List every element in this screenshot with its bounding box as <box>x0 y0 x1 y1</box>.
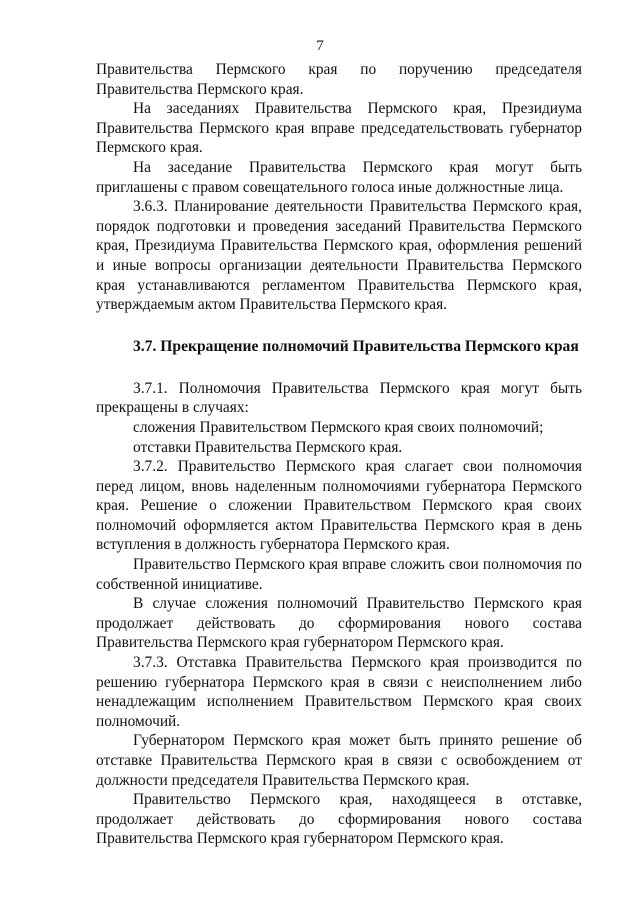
paragraph-meetings-chair: На заседаниях Правительства Пермского края, Президиума Правительства Пермского края вправе председательствовать губернатор Пермского края. <box>96 100 582 157</box>
page-number: 7 <box>316 38 324 54</box>
paragraph-continues-acting: В случае сложения полномочий Правительство Пермского края продолжает действовать до сформирования нового состава Правительства Пермского края губернатором Пермского края. <box>96 595 582 652</box>
paragraph-continuation: Правительства Пермского края по поручению председателя Правительства Пермского края. <box>96 61 582 98</box>
document-body <box>96 60 582 849</box>
paragraph-3-7-3: 3.7.3. Отставка Правительства Пермского края производится по решению губернатора Пермского края в связи с неисполнением либо ненадлежащим исполнением Правительством Пермского края своих полномочий. <box>96 654 582 730</box>
paragraph-3-7-1: 3.7.1. Полномочия Правительства Пермского края могут быть прекращены в случаях: <box>96 379 582 417</box>
section-heading-3-7: 3.7. Прекращение полномочий Правительства Пермского края <box>133 337 579 355</box>
paragraph-invited-officials: На заседание Правительства Пермского края могут быть приглашены с правом совещательного голоса иные должностные лица. <box>96 158 582 196</box>
paragraph-in-resignation: Правительство Пермского края, находящееся в отставке, продолжает действовать до сформирования нового состава Правительства Пермского края губернатором Пермского края. <box>96 791 582 848</box>
paragraph-governor-decision: Губернатором Пермского края может быть принято решение об отставке Правительства Пермского края в связи с освобождением от должности председателя Правительства Пермского края. <box>96 732 582 789</box>
paragraph-3-6-3: 3.6.3. Планирование деятельности Правительства Пермского края, порядок подготовки и проведения заседаний Правительства Пермского края, Президиума Правительства Пермского края, оформления решений и иные вопросы организации деятельности Правительства Пермского края устанавливаются регламентом Правительства Пермского края, утверждаемым актом Правительства Пермского края. <box>96 198 582 314</box>
paragraph-3-7-2: 3.7.2. Правительство Пермского края слагает свои полномочия перед лицом, вновь наделенным полномочиями губернатора Пермского края. Решение о сложении Правительством Пермского края своих полномочий оформляется актом Правительства Пермского края в день вступления в должность губернатора Пермского края. <box>96 458 582 554</box>
list-item-dismissal: отставки Правительства Пермского края. <box>133 438 403 456</box>
list-item-resignation: сложения Правительством Пермского края своих полномочий; <box>133 418 544 436</box>
paragraph-own-initiative: Правительство Пермского края вправе сложить свои полномочия по собственной инициативе. <box>96 556 582 593</box>
